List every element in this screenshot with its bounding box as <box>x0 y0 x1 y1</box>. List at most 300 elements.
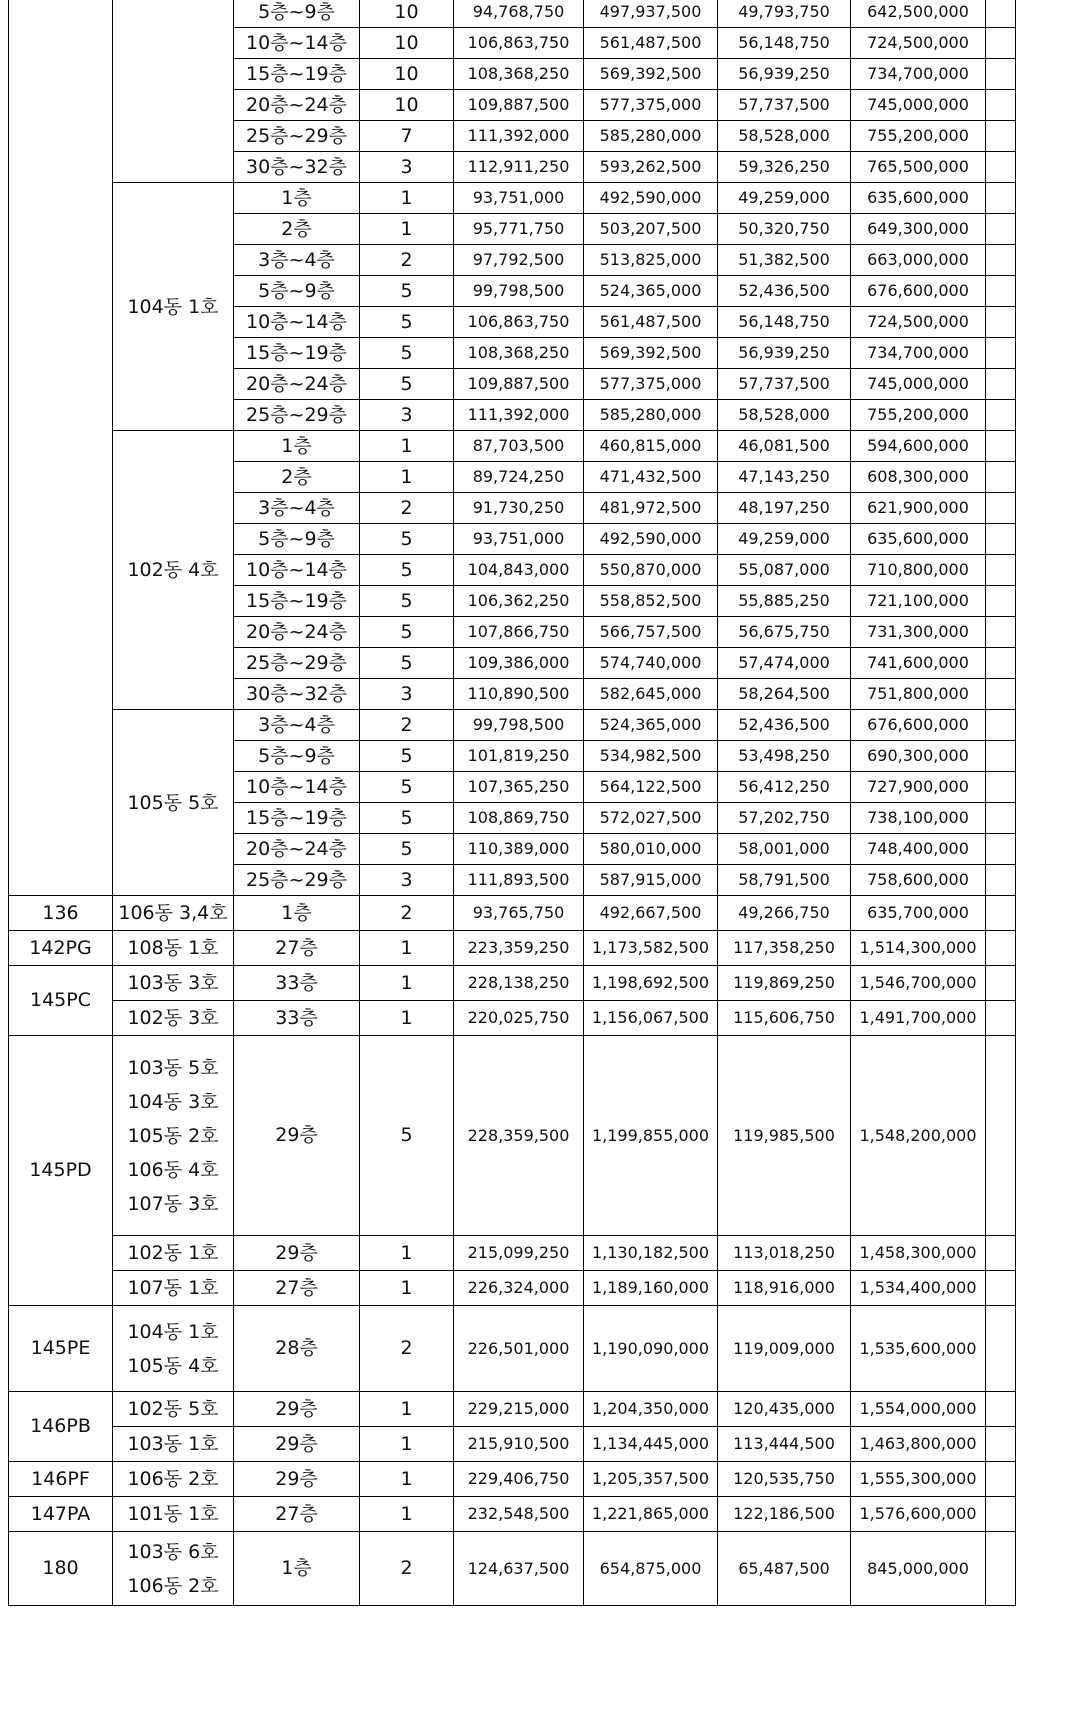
price-table-body <box>9 0 1016 1606</box>
type-cell: 145PD <box>9 1036 113 1306</box>
total-price-cell: 1,514,300,000 <box>851 931 986 966</box>
land-price-cell: 94,768,750 <box>454 0 584 28</box>
floor-cell: 30층~32층 <box>234 152 360 183</box>
building-price-cell: 1,173,582,500 <box>584 931 718 966</box>
dong-line: 107동 3호 <box>127 1192 219 1215</box>
building-price-cell: 1,130,182,500 <box>584 1236 718 1271</box>
next-column-cell <box>986 1497 1016 1532</box>
floor-cell: 33층 <box>234 1001 360 1036</box>
units-cell: 1 <box>360 931 454 966</box>
land-price-cell: 109,887,500 <box>454 369 584 400</box>
dong-line: 103동 5호 <box>127 1056 219 1079</box>
building-price-cell: 1,205,357,500 <box>584 1462 718 1497</box>
dong-cell <box>113 1392 234 1427</box>
vat-cell: 56,675,750 <box>718 617 851 648</box>
vat-cell: 57,737,500 <box>718 90 851 121</box>
building-price-cell: 577,375,000 <box>584 90 718 121</box>
units-cell: 1 <box>360 1271 454 1306</box>
land-price-cell: 226,324,000 <box>454 1271 584 1306</box>
floor-cell: 29층 <box>234 1427 360 1462</box>
next-column-cell <box>986 400 1016 431</box>
vat-cell: 122,186,500 <box>718 1497 851 1532</box>
dong-line: 106동 3,4호 <box>118 902 228 924</box>
building-price-cell: 460,815,000 <box>584 431 718 462</box>
dong-line: 103동 3호 <box>127 972 219 994</box>
vat-cell: 47,143,250 <box>718 462 851 493</box>
next-column-cell <box>986 834 1016 865</box>
units-cell: 5 <box>360 648 454 679</box>
units-cell: 1 <box>360 1001 454 1036</box>
next-column-cell <box>986 1271 1016 1306</box>
building-price-cell: 492,590,000 <box>584 183 718 214</box>
total-price-cell: 1,548,200,000 <box>851 1036 986 1236</box>
units-cell: 7 <box>360 121 454 152</box>
land-price-cell: 93,751,000 <box>454 524 584 555</box>
floor-cell: 2층 <box>234 462 360 493</box>
units-cell: 1 <box>360 1462 454 1497</box>
next-column-cell <box>986 803 1016 834</box>
table-row <box>9 1497 1016 1532</box>
dong-lines <box>113 1236 233 1270</box>
units-cell: 2 <box>360 896 454 931</box>
next-column-cell <box>986 59 1016 90</box>
vat-cell: 49,259,000 <box>718 524 851 555</box>
next-column-cell <box>986 586 1016 617</box>
dong-lines <box>113 1427 233 1461</box>
table-row <box>9 1271 1016 1306</box>
floor-cell: 27층 <box>234 931 360 966</box>
building-price-cell: 569,392,500 <box>584 338 718 369</box>
next-column-cell <box>986 524 1016 555</box>
next-column-cell <box>986 183 1016 214</box>
land-price-cell: 223,359,250 <box>454 931 584 966</box>
floor-cell: 30층~32층 <box>234 679 360 710</box>
total-price-cell: 727,900,000 <box>851 772 986 803</box>
vat-cell: 48,197,250 <box>718 493 851 524</box>
floor-cell: 15층~19층 <box>234 59 360 90</box>
units-cell: 10 <box>360 28 454 59</box>
floor-cell: 20층~24층 <box>234 617 360 648</box>
vat-cell: 56,412,250 <box>718 772 851 803</box>
vat-cell: 51,382,500 <box>718 245 851 276</box>
building-price-cell: 558,852,500 <box>584 586 718 617</box>
units-cell: 5 <box>360 772 454 803</box>
floor-cell: 2층 <box>234 214 360 245</box>
total-price-cell: 731,300,000 <box>851 617 986 648</box>
dong-cell <box>113 1532 234 1606</box>
next-column-cell <box>986 1427 1016 1462</box>
type-cell: 145PE <box>9 1306 113 1392</box>
dong-cell <box>113 1427 234 1462</box>
vat-cell: 46,081,500 <box>718 431 851 462</box>
next-column-cell <box>986 152 1016 183</box>
units-cell: 1 <box>360 214 454 245</box>
dong-line: 105동 2호 <box>127 1124 219 1147</box>
building-price-cell: 585,280,000 <box>584 121 718 152</box>
building-price-cell: 1,189,160,000 <box>584 1271 718 1306</box>
next-column-cell <box>986 431 1016 462</box>
total-price-cell: 635,600,000 <box>851 524 986 555</box>
building-price-cell: 1,198,692,500 <box>584 966 718 1001</box>
land-price-cell: 112,911,250 <box>454 152 584 183</box>
land-price-cell: 106,863,750 <box>454 307 584 338</box>
vat-cell: 58,001,000 <box>718 834 851 865</box>
total-price-cell: 710,800,000 <box>851 555 986 586</box>
total-price-cell: 721,100,000 <box>851 586 986 617</box>
next-column-cell <box>986 338 1016 369</box>
total-price-cell: 1,458,300,000 <box>851 1236 986 1271</box>
land-price-cell: 104,843,000 <box>454 555 584 586</box>
next-column-cell <box>986 931 1016 966</box>
total-price-cell: 845,000,000 <box>851 1532 986 1606</box>
table-row <box>9 431 1016 462</box>
land-price-cell: 101,819,250 <box>454 741 584 772</box>
floor-cell: 20층~24층 <box>234 834 360 865</box>
building-price-cell: 1,190,090,000 <box>584 1306 718 1392</box>
vat-cell: 58,528,000 <box>718 121 851 152</box>
floor-cell: 1층 <box>234 1532 360 1606</box>
page-right-edge <box>1070 0 1074 1715</box>
next-column-cell <box>986 214 1016 245</box>
total-price-cell: 1,555,300,000 <box>851 1462 986 1497</box>
vat-cell: 113,018,250 <box>718 1236 851 1271</box>
type-cell: 145PC <box>9 966 113 1036</box>
land-price-cell: 107,866,750 <box>454 617 584 648</box>
table-row <box>9 1236 1016 1271</box>
dong-lines <box>113 1497 233 1531</box>
total-price-cell: 748,400,000 <box>851 834 986 865</box>
land-price-cell: 215,910,500 <box>454 1427 584 1462</box>
units-cell: 3 <box>360 400 454 431</box>
floor-cell: 25층~29층 <box>234 865 360 896</box>
next-column-cell <box>986 307 1016 338</box>
building-price-cell: 492,667,500 <box>584 896 718 931</box>
units-cell: 3 <box>360 865 454 896</box>
land-price-cell: 229,215,000 <box>454 1392 584 1427</box>
floor-cell: 10층~14층 <box>234 555 360 586</box>
type-cell: 147PA <box>9 1497 113 1532</box>
dong-cell <box>113 1497 234 1532</box>
building-price-cell: 503,207,500 <box>584 214 718 245</box>
vat-cell: 56,939,250 <box>718 338 851 369</box>
floor-cell: 15층~19층 <box>234 338 360 369</box>
type-cell: 136 <box>9 896 113 931</box>
building-price-cell: 566,757,500 <box>584 617 718 648</box>
units-cell: 5 <box>360 524 454 555</box>
dong-cell <box>113 1001 234 1036</box>
vat-cell: 118,916,000 <box>718 1271 851 1306</box>
vat-cell: 55,885,250 <box>718 586 851 617</box>
floor-cell: 5층~9층 <box>234 0 360 28</box>
vat-cell: 50,320,750 <box>718 214 851 245</box>
land-price-cell: 108,368,250 <box>454 59 584 90</box>
dong-lines <box>113 1271 233 1305</box>
total-price-cell: 1,546,700,000 <box>851 966 986 1001</box>
building-price-cell: 580,010,000 <box>584 834 718 865</box>
vat-cell: 49,266,750 <box>718 896 851 931</box>
dong-lines <box>113 553 233 587</box>
dong-cell-continued <box>113 0 234 183</box>
dong-cell <box>113 1271 234 1306</box>
units-cell: 2 <box>360 1532 454 1606</box>
total-price-cell: 745,000,000 <box>851 90 986 121</box>
land-price-cell: 110,890,500 <box>454 679 584 710</box>
land-price-cell: 89,724,250 <box>454 462 584 493</box>
dong-lines <box>113 1051 233 1221</box>
dong-line: 103동 6호 <box>127 1540 219 1563</box>
vat-cell: 58,264,500 <box>718 679 851 710</box>
type-cell: 180 <box>9 1532 113 1606</box>
units-cell: 5 <box>360 307 454 338</box>
building-price-cell: 564,122,500 <box>584 772 718 803</box>
units-cell: 3 <box>360 152 454 183</box>
building-price-cell: 561,487,500 <box>584 28 718 59</box>
table-row <box>9 1001 1016 1036</box>
vat-cell: 120,435,000 <box>718 1392 851 1427</box>
dong-lines <box>113 931 233 965</box>
building-price-cell: 1,204,350,000 <box>584 1392 718 1427</box>
land-price-cell: 91,730,250 <box>454 493 584 524</box>
land-price-cell: 228,138,250 <box>454 966 584 1001</box>
dong-lines <box>113 896 233 930</box>
dong-line: 105동 4호 <box>127 1354 219 1377</box>
total-price-cell: 676,600,000 <box>851 710 986 741</box>
vat-cell: 49,793,750 <box>718 0 851 28</box>
units-cell: 1 <box>360 1427 454 1462</box>
vat-cell: 49,259,000 <box>718 183 851 214</box>
building-price-cell: 561,487,500 <box>584 307 718 338</box>
vat-cell: 52,436,500 <box>718 710 851 741</box>
next-column-cell <box>986 121 1016 152</box>
dong-line: 102동 3호 <box>127 1007 219 1029</box>
land-price-cell: 106,863,750 <box>454 28 584 59</box>
table-row <box>9 1036 1016 1236</box>
units-cell: 2 <box>360 245 454 276</box>
next-column-cell <box>986 1306 1016 1392</box>
building-price-cell: 550,870,000 <box>584 555 718 586</box>
floor-cell: 27층 <box>234 1271 360 1306</box>
next-column-cell <box>986 28 1016 59</box>
total-price-cell: 642,500,000 <box>851 0 986 28</box>
next-column-cell <box>986 865 1016 896</box>
table-row <box>9 966 1016 1001</box>
floor-cell: 29층 <box>234 1236 360 1271</box>
total-price-cell: 745,000,000 <box>851 369 986 400</box>
table-row <box>9 1462 1016 1497</box>
total-price-cell: 1,576,600,000 <box>851 1497 986 1532</box>
vat-cell: 57,202,750 <box>718 803 851 834</box>
total-price-cell: 765,500,000 <box>851 152 986 183</box>
total-price-cell: 755,200,000 <box>851 121 986 152</box>
type-cell-continued <box>9 0 113 896</box>
units-cell: 1 <box>360 1392 454 1427</box>
vat-cell: 119,009,000 <box>718 1306 851 1392</box>
land-price-cell: 124,637,500 <box>454 1532 584 1606</box>
total-price-cell: 738,100,000 <box>851 803 986 834</box>
floor-cell: 25층~29층 <box>234 121 360 152</box>
dong-line: 102동 5호 <box>127 1398 219 1420</box>
dong-cell <box>113 931 234 966</box>
dong-lines <box>113 1315 233 1383</box>
units-cell: 1 <box>360 462 454 493</box>
next-column-cell <box>986 555 1016 586</box>
land-price-cell: 228,359,500 <box>454 1036 584 1236</box>
dong-lines <box>113 1462 233 1496</box>
floor-cell: 20층~24층 <box>234 90 360 121</box>
floor-cell: 3층~4층 <box>234 710 360 741</box>
land-price-cell: 110,389,000 <box>454 834 584 865</box>
units-cell: 5 <box>360 276 454 307</box>
total-price-cell: 1,534,400,000 <box>851 1271 986 1306</box>
units-cell: 2 <box>360 710 454 741</box>
next-column-cell <box>986 369 1016 400</box>
land-price-cell: 93,751,000 <box>454 183 584 214</box>
building-price-cell: 569,392,500 <box>584 59 718 90</box>
units-cell: 5 <box>360 803 454 834</box>
total-price-cell: 734,700,000 <box>851 338 986 369</box>
dong-line: 106동 2호 <box>127 1574 219 1597</box>
floor-cell: 3층~4층 <box>234 245 360 276</box>
floor-cell: 1층 <box>234 183 360 214</box>
floor-cell: 10층~14층 <box>234 28 360 59</box>
units-cell: 1 <box>360 183 454 214</box>
total-price-cell: 751,800,000 <box>851 679 986 710</box>
land-price-cell: 220,025,750 <box>454 1001 584 1036</box>
next-column-cell <box>986 710 1016 741</box>
dong-lines <box>113 966 233 1000</box>
building-price-cell: 577,375,000 <box>584 369 718 400</box>
vat-cell: 119,869,250 <box>718 966 851 1001</box>
next-column-cell <box>986 462 1016 493</box>
units-cell: 5 <box>360 617 454 648</box>
units-cell: 5 <box>360 586 454 617</box>
table-row <box>9 1427 1016 1462</box>
units-cell: 10 <box>360 59 454 90</box>
floor-cell: 15층~19층 <box>234 803 360 834</box>
floor-cell: 28층 <box>234 1306 360 1392</box>
building-price-cell: 1,221,865,000 <box>584 1497 718 1532</box>
table-row <box>9 710 1016 741</box>
building-price-cell: 524,365,000 <box>584 276 718 307</box>
units-cell: 2 <box>360 1306 454 1392</box>
units-cell: 5 <box>360 1036 454 1236</box>
land-price-cell: 107,365,250 <box>454 772 584 803</box>
next-column-cell <box>986 90 1016 121</box>
floor-cell: 1층 <box>234 431 360 462</box>
land-price-cell: 99,798,500 <box>454 276 584 307</box>
total-price-cell: 621,900,000 <box>851 493 986 524</box>
total-price-cell: 608,300,000 <box>851 462 986 493</box>
next-column-cell <box>986 1532 1016 1606</box>
vat-cell: 58,528,000 <box>718 400 851 431</box>
table-row <box>9 931 1016 966</box>
type-cell: 146PF <box>9 1462 113 1497</box>
dong-line: 104동 3호 <box>127 1090 219 1113</box>
dong-cell <box>113 966 234 1001</box>
units-cell: 1 <box>360 1497 454 1532</box>
land-price-cell: 111,893,500 <box>454 865 584 896</box>
land-price-cell: 108,368,250 <box>454 338 584 369</box>
dong-lines <box>113 786 233 820</box>
land-price-cell: 215,099,250 <box>454 1236 584 1271</box>
vat-cell: 117,358,250 <box>718 931 851 966</box>
units-cell: 5 <box>360 338 454 369</box>
floor-cell: 25층~29층 <box>234 648 360 679</box>
floor-cell: 29층 <box>234 1036 360 1236</box>
dong-line: 106동 4호 <box>127 1158 219 1181</box>
table-row <box>9 0 1016 28</box>
table-row <box>9 1392 1016 1427</box>
building-price-cell: 481,972,500 <box>584 493 718 524</box>
dong-cell <box>113 1306 234 1392</box>
dong-line: 104동 1호 <box>127 1320 219 1343</box>
vat-cell: 57,737,500 <box>718 369 851 400</box>
dong-line: 104동 1호 <box>127 295 219 318</box>
vat-cell: 53,498,250 <box>718 741 851 772</box>
next-column-cell <box>986 1392 1016 1427</box>
vat-cell: 59,326,250 <box>718 152 851 183</box>
total-price-cell: 741,600,000 <box>851 648 986 679</box>
dong-line: 103동 1호 <box>127 1433 219 1455</box>
total-price-cell: 1,491,700,000 <box>851 1001 986 1036</box>
floor-cell: 5층~9층 <box>234 741 360 772</box>
total-price-cell: 663,000,000 <box>851 245 986 276</box>
dong-cell <box>113 1236 234 1271</box>
floor-cell: 5층~9층 <box>234 276 360 307</box>
floor-cell: 5층~9층 <box>234 524 360 555</box>
land-price-cell: 109,887,500 <box>454 90 584 121</box>
type-cell: 142PG <box>9 931 113 966</box>
floor-cell: 10층~14층 <box>234 307 360 338</box>
dong-line: 108동 1호 <box>127 937 219 959</box>
total-price-cell: 755,200,000 <box>851 400 986 431</box>
building-price-cell: 574,740,000 <box>584 648 718 679</box>
next-column-cell <box>986 1001 1016 1036</box>
total-price-cell: 734,700,000 <box>851 59 986 90</box>
land-price-cell: 109,386,000 <box>454 648 584 679</box>
building-price-cell: 593,262,500 <box>584 152 718 183</box>
total-price-cell: 758,600,000 <box>851 865 986 896</box>
dong-cell <box>113 1462 234 1497</box>
dong-lines <box>113 1392 233 1426</box>
next-column-cell <box>986 648 1016 679</box>
total-price-cell: 676,600,000 <box>851 276 986 307</box>
land-price-cell: 111,392,000 <box>454 121 584 152</box>
dong-cell <box>113 183 234 431</box>
total-price-cell: 635,700,000 <box>851 896 986 931</box>
floor-cell: 1층 <box>234 896 360 931</box>
dong-line: 101동 1호 <box>127 1503 219 1525</box>
units-cell: 3 <box>360 679 454 710</box>
total-price-cell: 690,300,000 <box>851 741 986 772</box>
building-price-cell: 524,365,000 <box>584 710 718 741</box>
next-column-cell <box>986 1036 1016 1236</box>
land-price-cell: 87,703,500 <box>454 431 584 462</box>
table-row <box>9 896 1016 931</box>
floor-cell: 25층~29층 <box>234 400 360 431</box>
units-cell: 10 <box>360 0 454 28</box>
vat-cell: 52,436,500 <box>718 276 851 307</box>
floor-cell: 20층~24층 <box>234 369 360 400</box>
type-cell: 146PB <box>9 1392 113 1462</box>
dong-lines <box>113 1535 233 1603</box>
vat-cell: 55,087,000 <box>718 555 851 586</box>
floor-cell: 29층 <box>234 1462 360 1497</box>
next-column-cell <box>986 276 1016 307</box>
next-column-cell <box>986 493 1016 524</box>
total-price-cell: 1,535,600,000 <box>851 1306 986 1392</box>
building-price-cell: 582,645,000 <box>584 679 718 710</box>
